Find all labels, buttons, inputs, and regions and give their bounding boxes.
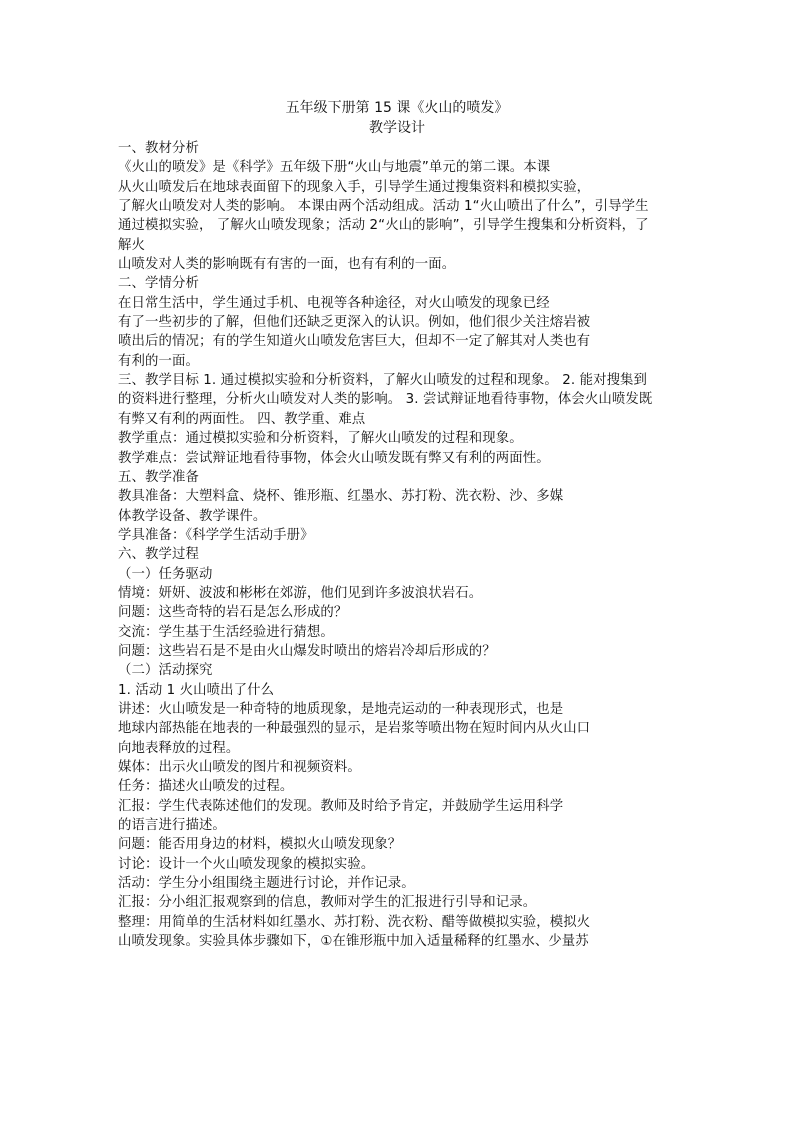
body-line: 山喷发现象。实验具体步骤如下，①在锥形瓶中加入适量稀释的红墨水、少量苏 xyxy=(118,934,589,950)
body-line: 情境：妍妍、波波和彬彬在郊游，他们见到许多波浪状岩石。 xyxy=(118,585,483,601)
document-body xyxy=(118,139,678,951)
body-line: 教具准备：大塑料盒、烧杯、锥形瓶、红墨水、苏打粉、洗衣粉、沙、多媒 xyxy=(118,489,564,505)
body-line: 三、教学目标 1. 通过模拟实验和分析资料，了解火山喷发的过程和现象。 2. 能对搜集到 xyxy=(118,373,648,389)
body-line: 汇报：分小组汇报观察到的信息，教师对学生的汇报进行引导和记录。 xyxy=(118,895,537,911)
body-line: 讲述：火山喷发是一种奇特的地质现象，是地壳运动的一种表现形式，也是 xyxy=(118,701,564,717)
body-line: 学具准备：《科学学生活动手册》 xyxy=(118,527,314,543)
body-line: 喷出后的情况；有的学生知道火山喷发危害巨大，但却不一定了解其对人类也有 xyxy=(118,334,591,350)
document-subtitle: 教学设计 xyxy=(369,120,425,136)
body-line: （一）任务驱动 xyxy=(118,566,213,582)
body-line: 教学难点：尝试辩证地看待事物，体会火山喷发既有弊又有利的两面性。 xyxy=(118,450,550,466)
body-line: 活动：学生分小组围绕主题进行讨论，并作记录。 xyxy=(118,876,415,892)
body-line: 汇报：学生代表陈述他们的发现。教师及时给予肯定，并鼓励学生运用科学 xyxy=(118,798,564,814)
body-line: 任务：描述火山喷发的过程。 xyxy=(118,779,294,795)
body-line: 讨论：设计一个火山喷发现象的模拟实验。 xyxy=(118,856,375,872)
body-line: 有利的一面。 xyxy=(118,353,199,369)
body-line: 解火 xyxy=(118,237,145,253)
body-line: 媒体：出示火山喷发的图片和视频资料。 xyxy=(118,760,361,775)
body-line: 在日常生活中，学生通过手机、电视等各种途径，对火山喷发的现象已经 xyxy=(118,295,550,311)
body-line: 体教学设备、教学课件。 xyxy=(118,508,267,524)
body-line: 从火山喷发后在地球表面留下的现象入手，引导学生通过搜集资料和模拟实验， xyxy=(118,179,591,195)
body-line: 有了一些初步的了解，但他们还缺乏更深入的认识。例如，他们很少关注熔岩被 xyxy=(118,315,591,331)
body-line: （二）活动探究 xyxy=(118,663,213,679)
body-line: 的语言进行描述。 xyxy=(118,818,226,834)
document-title: 五年级下册第 15 课《火山的喷发》 xyxy=(285,100,509,116)
body-line: 六、教学过程 xyxy=(118,547,199,563)
body-line: 问题：这些岩石是不是由火山爆发时喷出的熔岩冷却后形成的？ xyxy=(118,643,496,659)
body-line: 1. 活动 1 火山喷出了什么 xyxy=(118,682,275,698)
body-line: 交流：学生基于生活经验进行猜想。 xyxy=(118,624,334,640)
body-line: 了解火山喷发对人类的影响。 本课由两个活动组成。活动 1“火山喷出了什么”，引导学生 xyxy=(118,199,649,215)
body-line: 问题：这些奇特的岩石是怎么形成的？ xyxy=(118,605,348,621)
body-line: 有弊又有利的两面性。 四、教学重、难点 xyxy=(118,411,366,427)
body-line: 五、教学准备 xyxy=(118,469,199,485)
body-line: 山喷发对人类的影响既有有害的一面，也有有利的一面。 xyxy=(118,257,456,273)
body-line: 地球内部热能在地表的一种最强烈的显示，是岩浆等喷出物在短时间内从火山口 xyxy=(118,721,591,737)
body-line: 整理：用简单的生活材料如红墨水、苏打粉、洗衣粉、醋等做模拟实验，模拟火 xyxy=(118,914,591,930)
body-line: 向地表释放的过程。 xyxy=(118,740,240,756)
body-line: 问题：能否用身边的材料，模拟火山喷发现象？ xyxy=(118,837,402,853)
body-line: 教学重点：通过模拟实验和分析资料，了解火山喷发的过程和现象。 xyxy=(118,431,523,447)
body-line: 通过模拟实验， 了解火山喷发现象；活动 2“火山的影响”，引导学生搜集和分析资料，了 xyxy=(118,218,649,234)
body-line: 的资料进行整理，分析火山喷发对人类的影响。 3. 尝试辩证地看待事物，体会火山喷发既 xyxy=(118,392,653,408)
body-line: 二、学情分析 xyxy=(118,276,199,292)
body-line: 《火山的喷发》是《科学》五年级下册“火山与地震”单元的第二课。本课 xyxy=(118,160,551,176)
body-line: 一、教材分析 xyxy=(118,141,199,156)
